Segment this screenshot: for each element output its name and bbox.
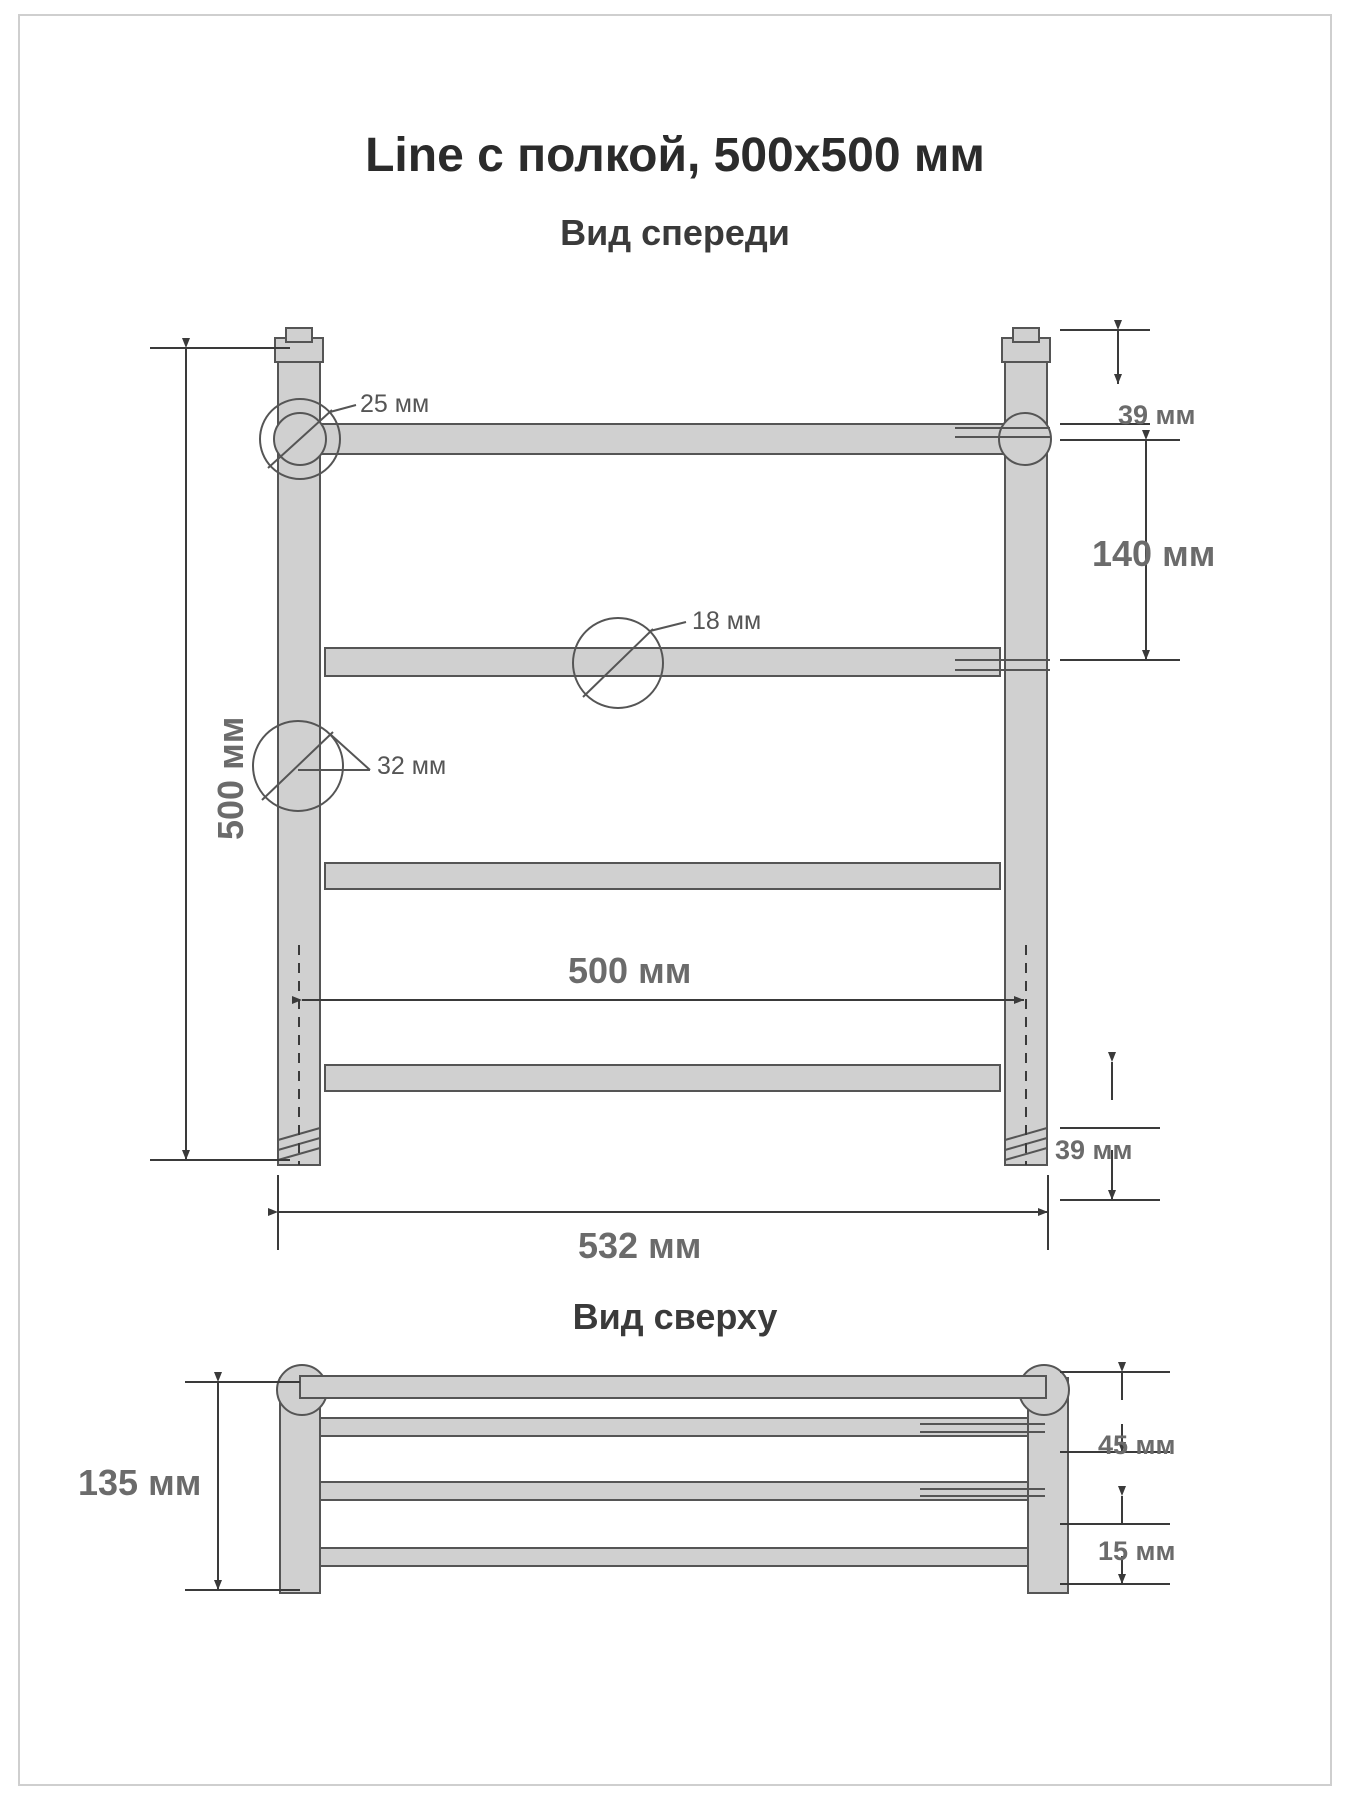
dim-width-total: 532 мм <box>578 1225 702 1266</box>
page-title: Line с полкой, 500x500 мм <box>365 129 985 182</box>
top-view-title: Вид сверху <box>572 1296 778 1337</box>
front-view-geometry <box>253 328 1051 1165</box>
dim-depth-15: 15 мм <box>1098 1536 1176 1566</box>
dim-bottom-offset: 39 мм <box>1055 1135 1133 1165</box>
top-view-geometry <box>277 1365 1069 1593</box>
dim-diameter-32: 32 мм <box>377 752 447 780</box>
dim-shelf-offset: 140 мм <box>1092 533 1216 574</box>
dim-diameter-18: 18 мм <box>692 607 762 635</box>
front-view-title: Вид спереди <box>560 212 790 253</box>
dim-depth-total: 135 мм <box>78 1462 202 1503</box>
dim-depth-45: 45 мм <box>1098 1430 1176 1460</box>
dim-height-total: 500 мм <box>210 716 251 840</box>
dim-diameter-25: 25 мм <box>360 390 430 418</box>
dim-width-inner: 500 мм <box>568 950 692 991</box>
dim-top-offset: 39 мм <box>1118 400 1196 430</box>
